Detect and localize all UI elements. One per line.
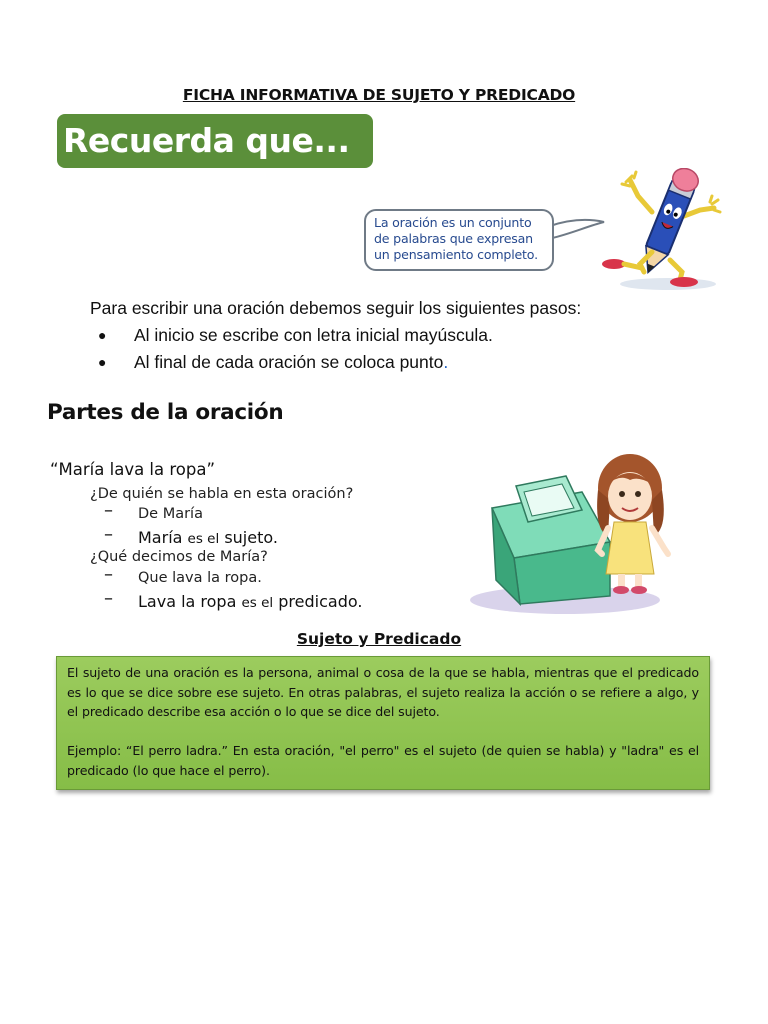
subject-connector: es el	[187, 531, 220, 547]
predicate-line	[138, 592, 362, 611]
dash-icon: –	[104, 564, 113, 585]
example-sentence: “María lava la ropa”	[50, 460, 216, 479]
step-text: Al final de cada oración se coloca punto	[134, 352, 444, 372]
section-heading: Partes de la oración	[47, 400, 284, 425]
summary-heading: Sujeto y Predicado	[296, 630, 462, 648]
subject-line	[138, 528, 278, 547]
steps-list	[98, 322, 493, 376]
girl-washing-machine-illustration	[470, 450, 675, 620]
question-1: ¿De quién se habla en esta oración?	[90, 486, 354, 502]
answer-2: Que lava la ropa.	[138, 570, 262, 586]
predicate-label: predicado	[278, 592, 358, 611]
bullet-icon: ●	[98, 354, 107, 370]
subject-label: sujeto	[224, 528, 273, 547]
dash-icon: –	[104, 500, 113, 521]
list-item	[98, 349, 493, 376]
bubble-line: de palabras que expresan	[374, 231, 533, 246]
pencil-character-illustration	[600, 168, 725, 293]
dash-icon: –	[104, 588, 113, 609]
list-item	[98, 322, 493, 349]
summary-paragraph: El sujeto de una oración es la persona, animal o cosa de la que se habla, mientras que el predicado es lo que se dice sobre ese sujeto. En otras palabras, el sujeto realiza la acción o se refiere a algo, y el predicado describe esa acción o lo que se dice del sujeto.	[67, 665, 699, 719]
bubble-line: La oración es un conjunto	[374, 215, 532, 230]
speech-bubble	[364, 209, 554, 271]
step-text: Al inicio se escribe con letra inicial mayúscula.	[134, 325, 493, 345]
recuerda-banner: Recuerda que...	[57, 114, 373, 168]
period: .	[272, 528, 278, 547]
step-period: .	[443, 352, 449, 372]
question-2: ¿Qué decimos de María?	[90, 549, 268, 565]
predicate-words: Lava la ropa	[138, 592, 237, 611]
summary-box	[56, 656, 710, 790]
predicate-connector: es el	[241, 595, 274, 611]
summary-example: Ejemplo: “El perro ladra.” En esta oración, "el perro" es el sujeto (de quien se habla) y "ladra" es el predicado (lo que hace el perro).	[67, 743, 699, 778]
dash-icon: –	[104, 524, 113, 545]
period: .	[357, 592, 363, 611]
page-title: FICHA INFORMATIVA DE SUJETO Y PREDICADO	[182, 86, 576, 104]
bullet-icon: ●	[98, 327, 107, 343]
bubble-line: un pensamiento completo.	[374, 247, 538, 262]
steps-intro: Para escribir una oración debemos seguir los siguientes pasos:	[90, 298, 582, 318]
speech-bubble-tail	[548, 212, 608, 246]
answer-1: De María	[138, 506, 203, 522]
subject-word: María	[138, 528, 183, 547]
